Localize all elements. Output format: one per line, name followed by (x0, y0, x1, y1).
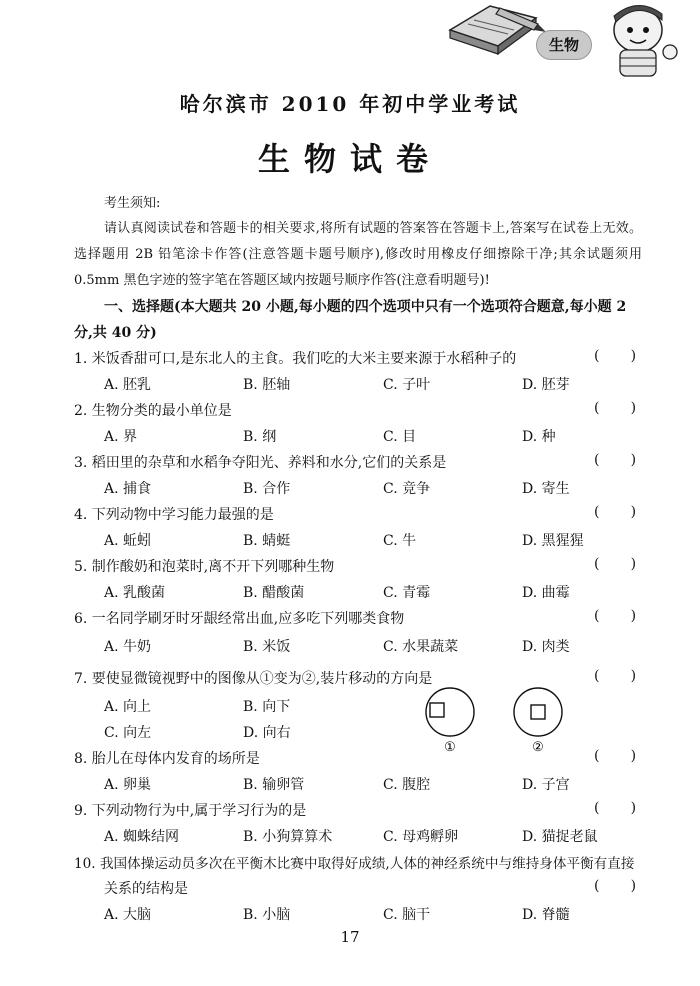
paper-title: 生物试卷 (257, 140, 442, 178)
question-10-option-d: D. 脊髓 (522, 907, 570, 923)
question-6-answer-paren: ( ) (594, 608, 637, 624)
question-7-option-d: D. 向右 (243, 725, 291, 741)
question-10-option-b: B. 小脑 (243, 907, 291, 923)
question-10-answer-paren: ( ) (594, 878, 637, 894)
question-6-option-d: D. 肉类 (522, 639, 570, 655)
question-9-stem: 9. 下列动物行为中,属于学习行为的是 (74, 803, 307, 819)
question-2-option-d: D. 种 (522, 429, 556, 445)
question-4-answer-paren: ( ) (594, 504, 637, 520)
section-title: 一、选择题(本大题共 20 小题,每小题的四个选项中只有一个选项符合题意,每小题 2 分,共 40 分) (74, 299, 627, 341)
question-4-option-b: B. 蜻蜓 (243, 533, 291, 549)
question-1-stem: 1. 米饭香甜可口,是东北人的主食。我们吃的大米主要来源于水稻种子的 (74, 351, 517, 367)
question-1-option-d: D. 胚芽 (522, 377, 570, 393)
field-view-2 (514, 688, 562, 736)
question-5-option-c: C. 青霉 (383, 585, 431, 601)
question-2-stem: 2. 生物分类的最小单位是 (74, 403, 232, 419)
question-2-answer-paren: ( ) (594, 400, 637, 416)
question-5-stem: 5. 制作酸奶和泡菜时,离不开下列哪种生物 (74, 559, 335, 575)
question-9-answer-paren: ( ) (594, 800, 637, 816)
question-4-option-d: D. 黑猩猩 (522, 533, 584, 549)
question-10-stem-continued: 关系的结构是 (104, 881, 188, 897)
book-icon (450, 6, 536, 54)
subject-badge: 生物 (536, 30, 592, 60)
question-3-stem: 3. 稻田里的杂草和水稻争夺阳光、养料和水分,它们的关系是 (74, 455, 447, 471)
figure-label-2: ② (532, 740, 544, 754)
question-4-option-a: A. 蚯蚓 (104, 533, 152, 549)
question-3-option-d: D. 寄生 (522, 481, 570, 497)
question-7-option-b: B. 向下 (243, 699, 291, 715)
question-4-option-c: C. 牛 (383, 533, 417, 549)
question-8-option-c: C. 腹腔 (383, 777, 431, 793)
question-6-stem: 6. 一名同学刷牙时牙龈经常出血,应多吃下列哪类食物 (74, 611, 405, 627)
notice-label: 考生须知: (104, 196, 161, 211)
cartoon-kid-icon (614, 5, 677, 76)
notice-body: 请认真阅读试卷和答题卡的相关要求,将所有试题的答案答在答题卡上,答案写在试卷上无效。选择题用 2B 铅笔涂卡作答(注意答题卡题号顺序),修改时用橡皮仔细擦除干净;其余试题须用 0.5mm 黑色字迹的签字笔在答题区域内按题号顺序作答(注意看明题号)! (74, 221, 642, 288)
question-2-option-a: A. 界 (104, 429, 138, 445)
question-5-answer-paren: ( ) (594, 556, 637, 572)
question-2-option-c: C. 目 (383, 429, 417, 445)
figure-label-1: ① (444, 740, 456, 754)
question-10-stem: 10. 我国体操运动员多次在平衡木比赛中取得好成绩,人体的神经系统中与维持身体平衡有直接 (74, 856, 635, 872)
question-6-option-a: A. 牛奶 (104, 639, 152, 655)
question-5-option-d: D. 曲霉 (522, 585, 570, 601)
question-8-option-d: D. 子宫 (522, 777, 570, 793)
question-5-option-a: A. 乳酸菌 (104, 585, 166, 601)
question-3-option-c: C. 竞争 (383, 481, 431, 497)
question-8-option-b: B. 输卵管 (243, 777, 305, 793)
question-1-option-a: A. 胚乳 (104, 377, 152, 393)
question-9-option-a: A. 蜘蛛结网 (104, 829, 180, 845)
question-7-answer-paren: ( ) (594, 668, 637, 684)
question-6-option-b: B. 米饭 (243, 639, 291, 655)
question-1-option-c: C. 子叶 (383, 377, 431, 393)
question-10-option-a: A. 大脑 (104, 907, 152, 923)
microscope-field-figure (420, 684, 570, 754)
question-6-option-c: C. 水果蔬菜 (383, 639, 459, 655)
question-9-option-d: D. 猫捉老鼠 (522, 829, 598, 845)
question-9-option-c: C. 母鸡孵卵 (383, 829, 459, 845)
question-5-option-b: B. 醋酸菌 (243, 585, 305, 601)
question-3-answer-paren: ( ) (594, 452, 637, 468)
question-8-answer-paren: ( ) (594, 748, 637, 764)
question-3-option-b: B. 合作 (243, 481, 291, 497)
question-2-option-b: B. 纲 (243, 429, 277, 445)
question-7-option-c: C. 向左 (104, 725, 152, 741)
question-7-stem: 7. 要使显微镜视野中的图像从①变为②,装片移动的方向是 (74, 671, 433, 687)
question-8-stem: 8. 胎儿在母体内发育的场所是 (74, 751, 260, 767)
question-1-answer-paren: ( ) (594, 348, 637, 364)
question-9-option-b: B. 小狗算算术 (243, 829, 333, 845)
exam-title: 哈尔滨市 2010 年初中学业考试 (179, 92, 521, 116)
question-3-option-a: A. 捕食 (104, 481, 152, 497)
field-view-1 (426, 688, 474, 736)
question-8-option-a: A. 卵巢 (104, 777, 152, 793)
question-1-option-b: B. 胚轴 (243, 377, 291, 393)
question-10-option-c: C. 脑干 (383, 907, 431, 923)
page-number: 17 (340, 928, 360, 946)
question-7-option-a: A. 向上 (104, 699, 152, 715)
question-4-stem: 4. 下列动物中学习能力最强的是 (74, 507, 274, 523)
